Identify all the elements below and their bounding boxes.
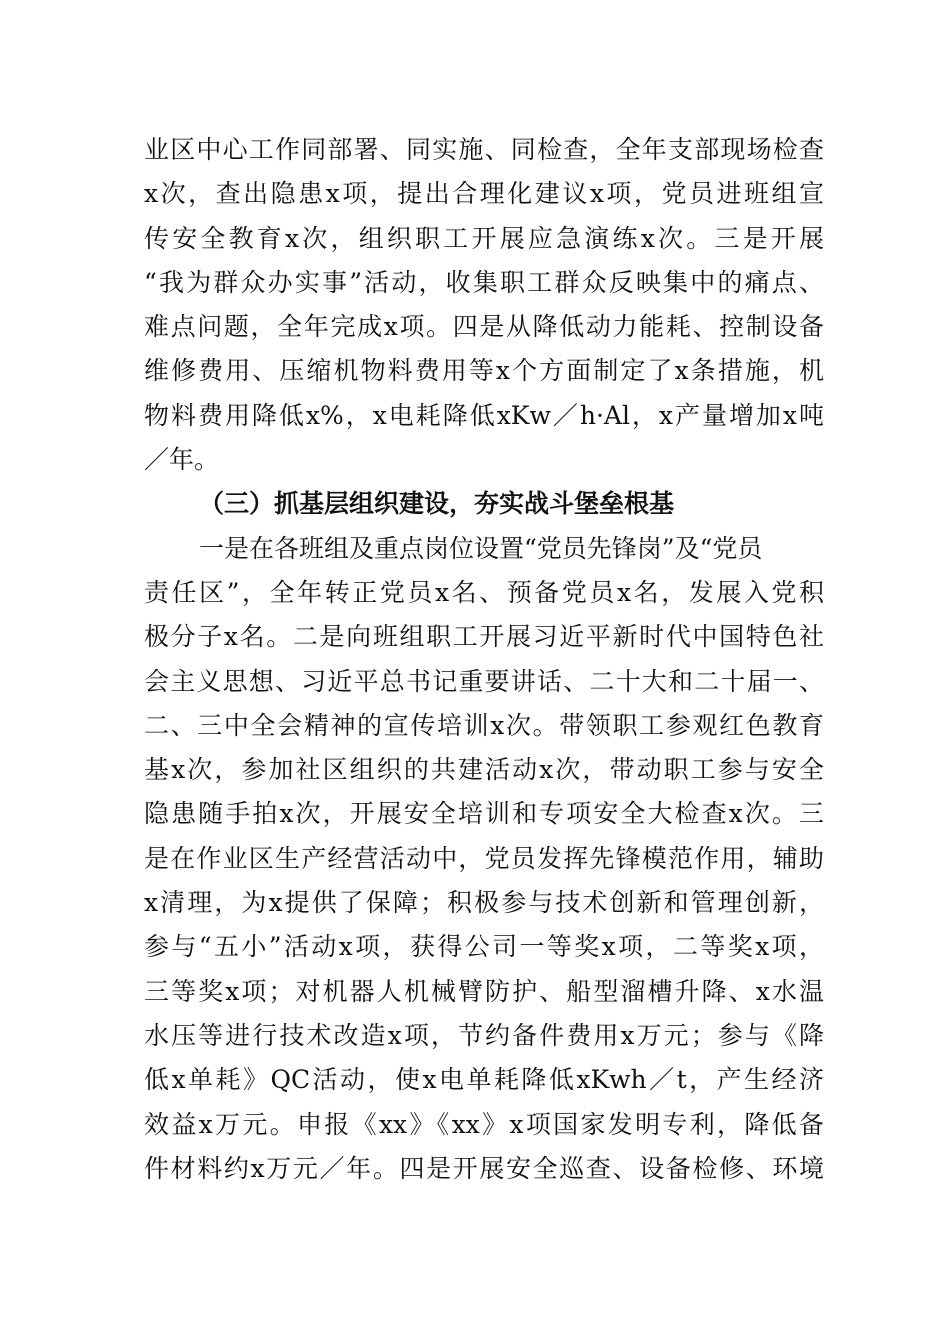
text-line: ／年。 [144, 445, 220, 475]
text-line: 极分子x名。二是向班组职工开展习近平新时代中国特色社 [144, 622, 824, 652]
document-body [144, 128, 824, 1191]
text-line: 效益x万元。申报《xx》《xx》x项国家发明专利，降低备 [144, 1109, 824, 1139]
text-line: x次，查出隐患x项，提出合理化建议x项，党员进班组宣 [144, 179, 824, 209]
text-line: 物料费用降低x%，x电耗降低xKw／h·Al，x产量增加x吨 [144, 400, 824, 430]
text-line: 三等奖x项；对机器人机械臂防护、船型溜槽升降、x水温 [144, 976, 824, 1006]
text-line: 二、三中全会精神的宣传培训x次。带领职工参观红色教育 [144, 710, 824, 740]
text-line: 难点问题，全年完成x项。四是从降低动力能耗、控制设备 [144, 312, 824, 342]
text-line: 参与“五小”活动x项，获得公司一等奖x项，二等奖x项， [144, 932, 824, 962]
text-line: “我为群众办实事”活动，收集职工群众反映集中的痛点、 [144, 267, 824, 297]
paragraph-2 [144, 527, 824, 1191]
text-line: 是在作业区生产经营活动中，党员发挥先锋模范作用，辅助 [144, 843, 824, 873]
section-heading: （三）抓基层组织建设，夯实战斗堡垒根基 [199, 489, 675, 519]
text-line: 传安全教育x次，组织职工开展应急演练x次。三是开展 [144, 223, 824, 253]
text-line: x清理，为x提供了保障；积极参与技术创新和管理创新， [144, 888, 824, 918]
paragraph-1 [144, 128, 824, 482]
text-line: 会主义思想、习近平总书记重要讲话、二十大和二十届一、 [144, 666, 824, 696]
text-line: 业区中心工作同部署、同实施、同检查，全年支部现场检查 [144, 135, 824, 164]
text-line: 责任区”，全年转正党员x名、预备党员x名，发展入党积 [144, 577, 824, 607]
text-line: 隐患随手拍x次，开展安全培训和专项安全大检查x次。三 [144, 799, 824, 829]
text-line: 一是在各班组及重点岗位设置“党员先锋岗”及“党员 [199, 533, 763, 563]
text-line: 维修费用、压缩机物料费用等x个方面制定了x条措施，机 [144, 356, 824, 386]
text-line: 水压等进行技术改造x项，节约备件费用x万元；参与《降 [144, 1020, 824, 1050]
text-line: 件材料约x万元／年。四是开展安全巡查、设备检修、环境 [144, 1153, 824, 1183]
text-line: 基x次，参加社区组织的共建活动x次，带动职工参与安全 [144, 755, 824, 785]
text-line: 低x单耗》QC活动，使x电单耗降低xKwh／t，产生经济 [144, 1065, 824, 1095]
